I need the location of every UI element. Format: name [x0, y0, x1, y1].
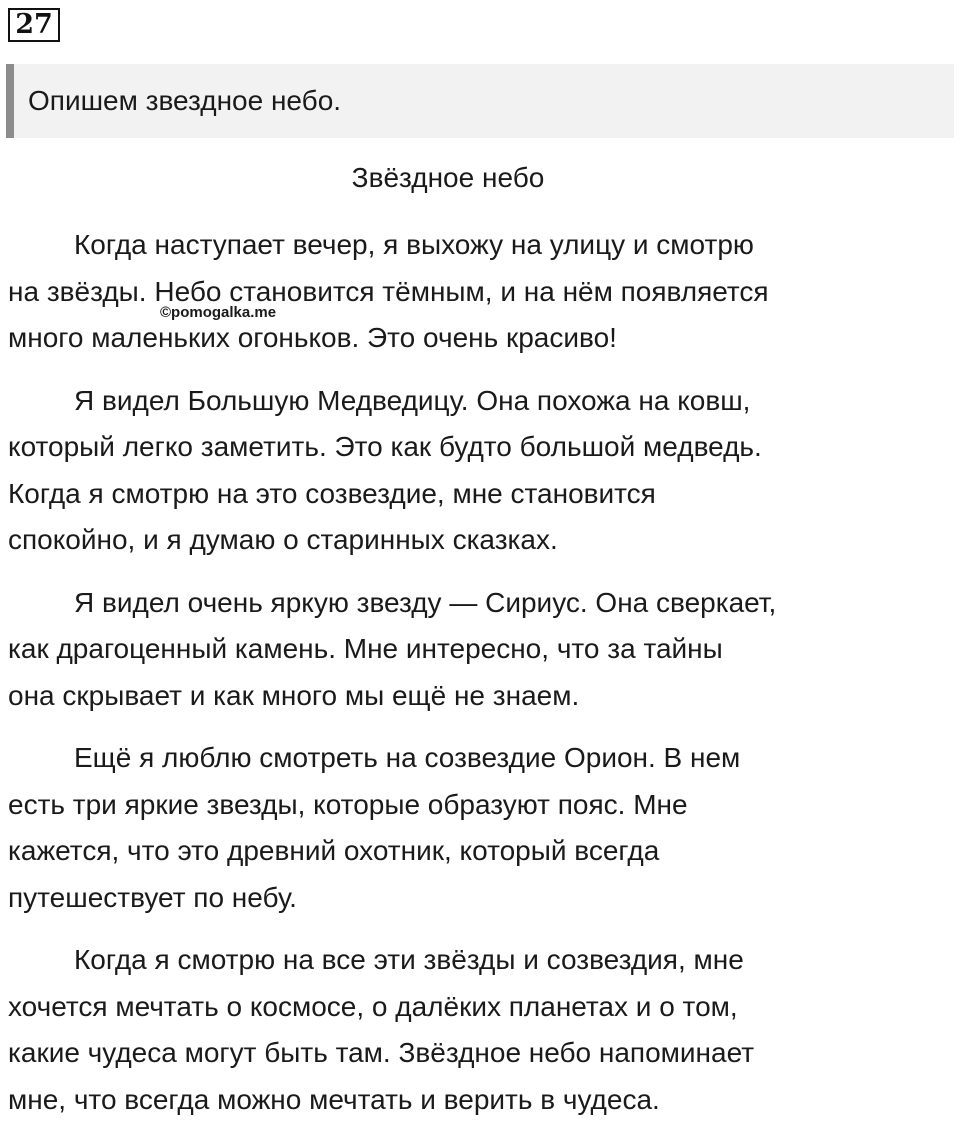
essay-line: кажется, что это древний охотник, который всегда [8, 835, 660, 866]
essay-paragraph [8, 937, 948, 1123]
task-number-box: 27 [8, 8, 60, 42]
essay-line: мне, что всегда можно мечтать и верить в чудеса. [8, 1083, 660, 1115]
essay-line: есть три яркие звезды, которые образуют пояс. Мне [8, 788, 688, 820]
essay-line: Когда я смотрю на это созвездие, мне становится [8, 477, 656, 509]
essay-line: который легко заметить. Это как будто большой медведь. [8, 431, 762, 462]
watermark: ©pomogalka.me [160, 304, 277, 321]
essay-body [8, 222, 948, 1139]
essay-line: путешествует по небу. [8, 881, 297, 913]
essay-line: хочется мечтать о космосе, о далёких планетах и о том, [8, 990, 738, 1022]
essay-line: Я видел очень яркую звезду — Сириус. Она сверкает, [74, 586, 777, 618]
essay-paragraph [8, 735, 948, 921]
essay-line: Когда я смотрю на все эти звёзды и созвездия, мне [74, 944, 744, 975]
essay-line: Когда наступает вечер, я выхожу на улицу и смотрю [74, 229, 754, 260]
essay-paragraph [8, 222, 948, 362]
essay-paragraph [8, 580, 948, 720]
essay-paragraph [8, 378, 948, 564]
essay-line: какие чудеса могут быть там. Звёздное небо напоминает [8, 1037, 755, 1068]
essay-line: Я видел Большую Медведицу. Она похожа на ковш, [74, 384, 751, 416]
essay-line: Ещё я люблю смотреть на созвездие Орион. В нем [74, 742, 741, 773]
essay-line: как драгоценный камень. Мне интересно, что за тайны [8, 633, 723, 664]
essay-line: на звёзды. Небо становится тёмным, и на нём появляется [8, 275, 769, 307]
essay-line: спокойно, и я думаю о старинных сказках. [8, 524, 558, 555]
essay-line: много маленьких огоньков. Это очень красиво! [8, 322, 617, 353]
task-instruction-banner [6, 64, 954, 138]
essay-line: она скрывает и как много мы ещё не знаем. [8, 679, 580, 711]
essay-title: Звёздное небо [351, 162, 545, 193]
task-instruction-text: Опишем звездное небо. [28, 85, 342, 116]
